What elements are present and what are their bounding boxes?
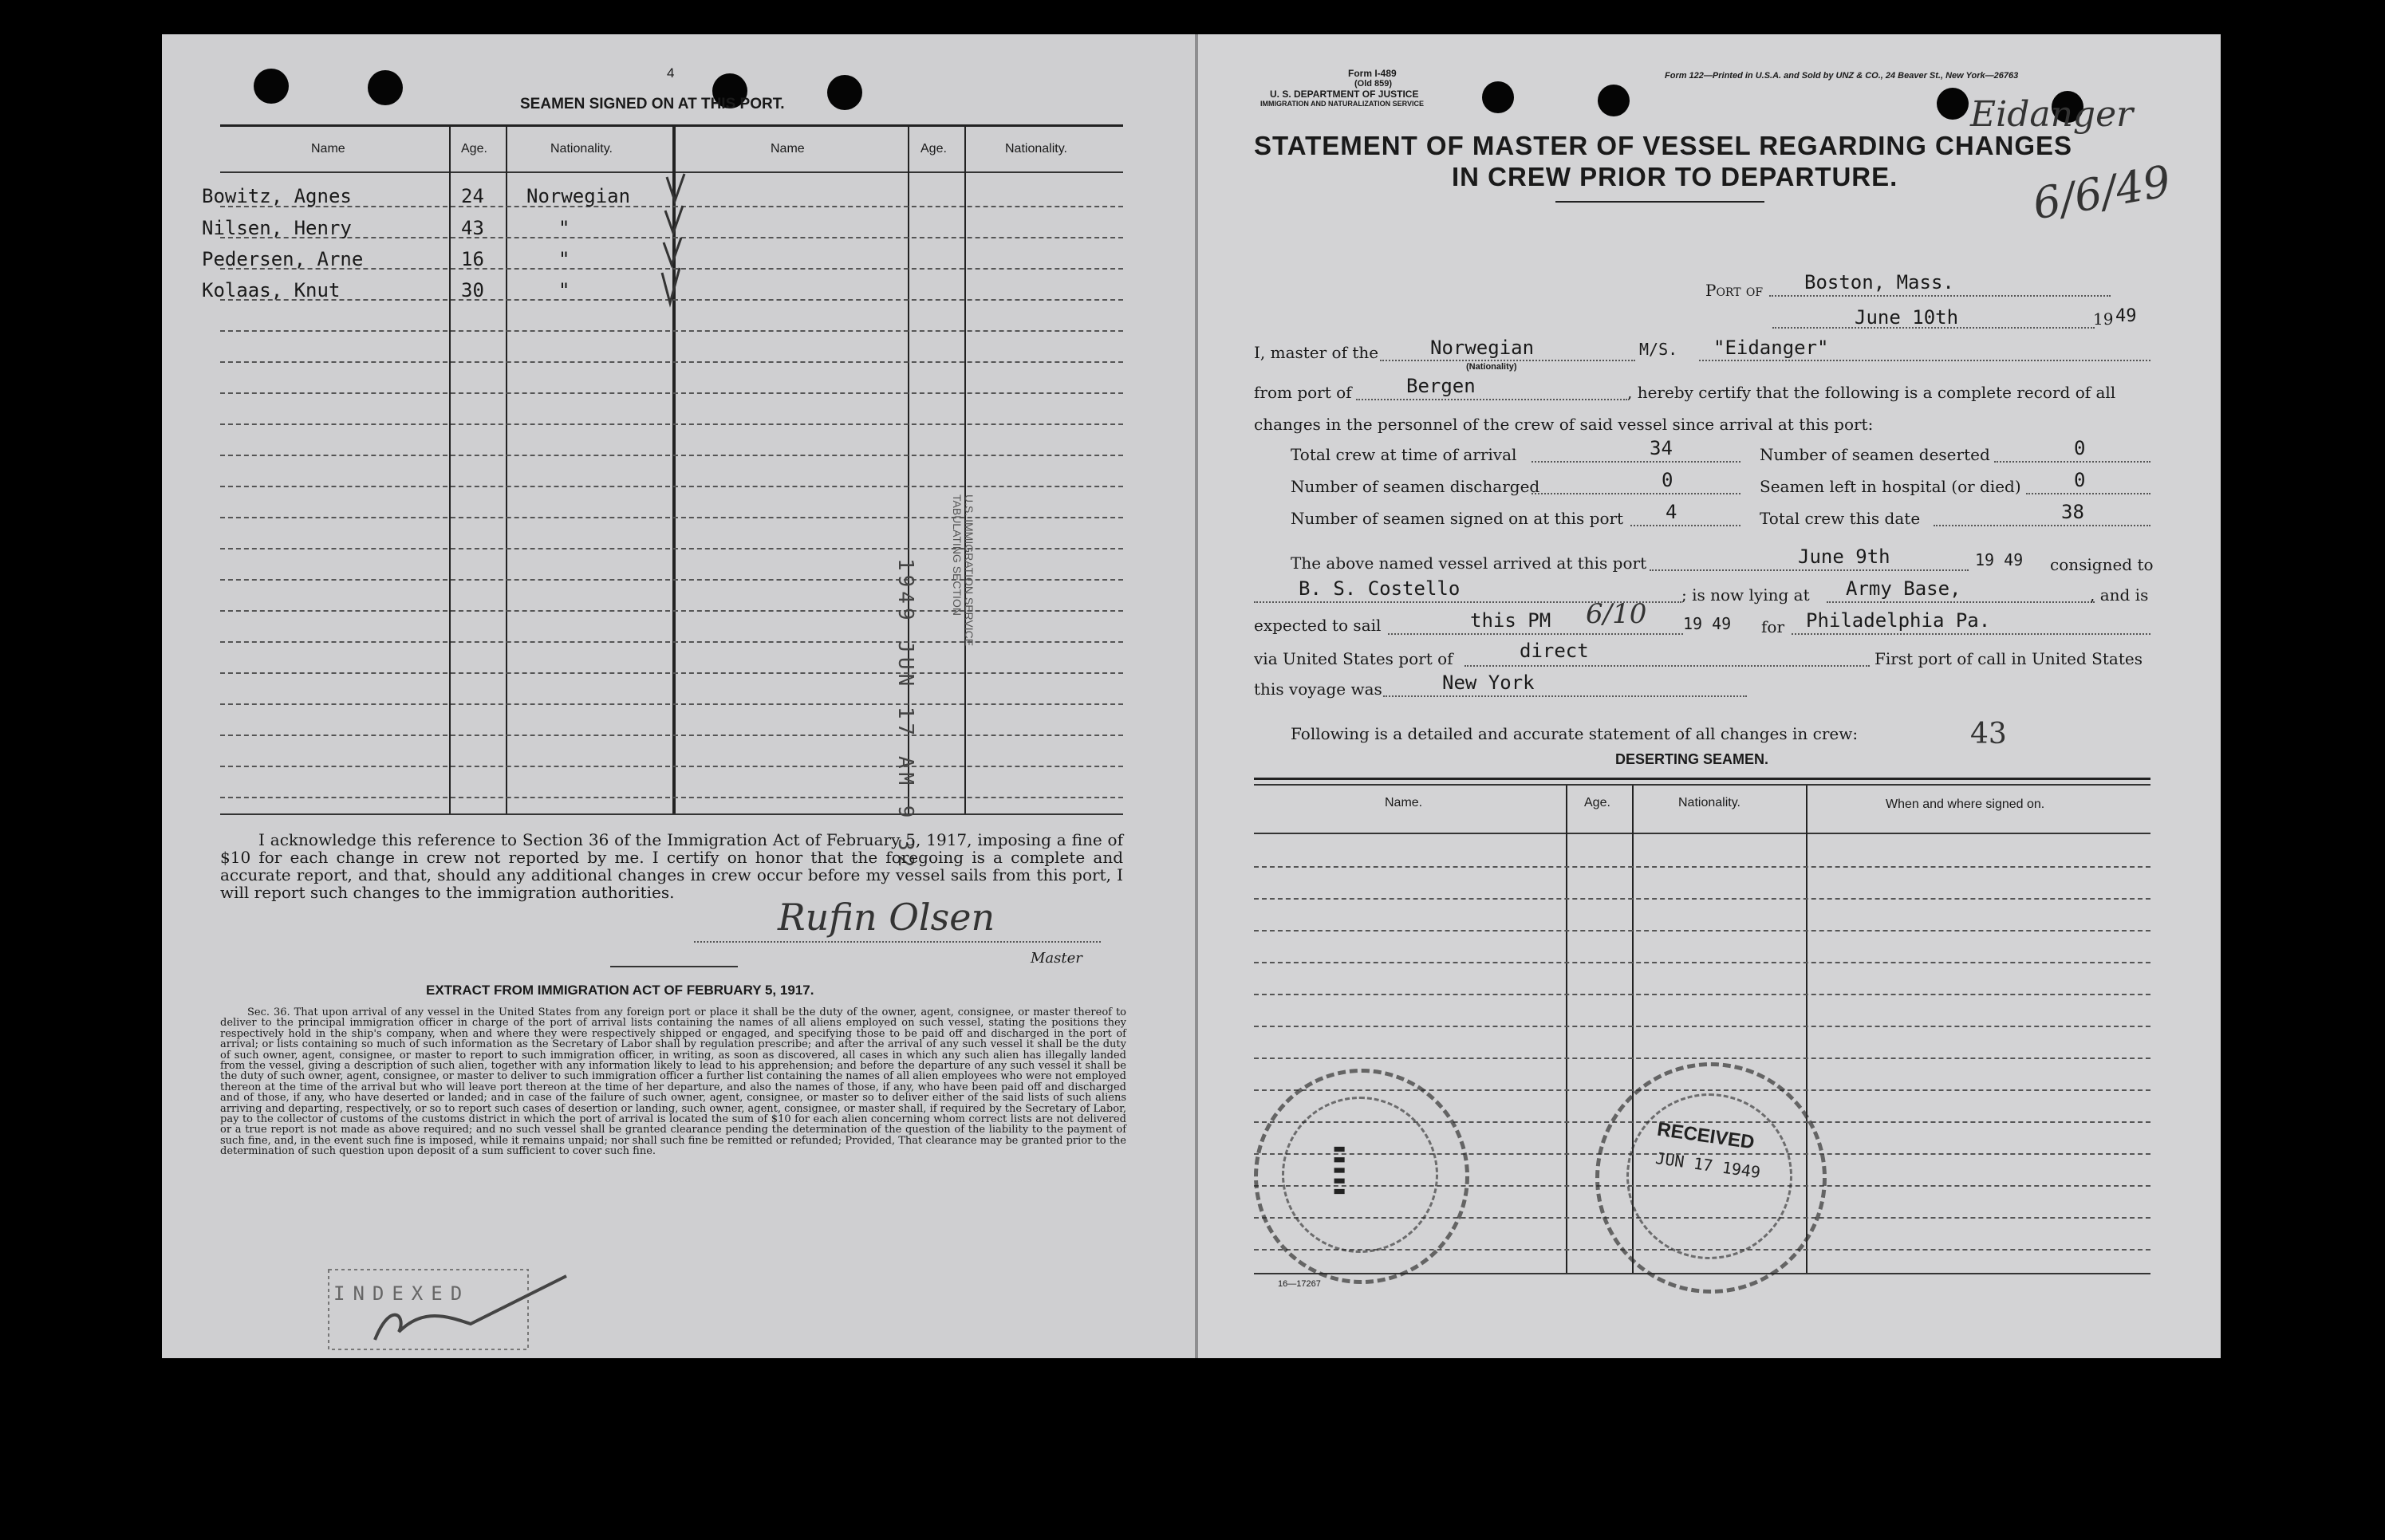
indexed-stamp: INDEXED xyxy=(333,1282,471,1305)
deserted-value: 0 xyxy=(2074,437,2086,459)
date-stamp: 1949 JUN 17 AM 9 32 xyxy=(893,558,917,872)
fill-line xyxy=(1934,525,2150,526)
consigned-label: consigned to xyxy=(2050,555,2154,574)
seaman-age: 30 xyxy=(461,279,484,301)
total-date-value: 38 xyxy=(2061,501,2084,523)
expected-label: expected to sail xyxy=(1254,616,1382,635)
master-of-label: I, master of the xyxy=(1254,343,1379,362)
year-prefix: 19 xyxy=(2093,309,2114,329)
seaman-name: Kolaas, Knut xyxy=(202,279,341,301)
col-age-header: Age. xyxy=(1584,796,1610,809)
fill-line xyxy=(1388,633,1683,635)
fill-line xyxy=(1630,525,1740,526)
seaman-name: Pedersen, Arne xyxy=(202,248,364,270)
port-label: Port of xyxy=(1705,281,1764,300)
nationality-caption: (Nationality) xyxy=(1466,362,1517,372)
certify-text: , hereby certify that the following is a complete record of all xyxy=(1627,383,2116,402)
table-header-rule xyxy=(1254,833,2150,834)
seaman-name: Bowitz, Agnes xyxy=(202,185,352,207)
column-divider xyxy=(1566,786,1567,1273)
fill-line xyxy=(1383,695,1747,697)
nationality-value: Norwegian xyxy=(1430,337,1535,359)
voyage-label: this voyage was xyxy=(1254,679,1382,699)
col-signed-on-header: When and where signed on. xyxy=(1886,798,2045,811)
page-number: 4 xyxy=(667,65,675,81)
via-port: direct xyxy=(1520,640,1589,662)
form-old: (Old 859) xyxy=(1354,79,1393,89)
date-value: June 10th xyxy=(1855,306,1959,329)
arrived-year: 19 49 xyxy=(1975,550,2024,569)
fill-line xyxy=(1699,360,2150,361)
seamen-signed-on-header: SEAMEN SIGNED ON AT THIS PORT. xyxy=(520,96,785,112)
column-divider xyxy=(964,126,966,813)
port-value: Boston, Mass. xyxy=(1804,271,1954,293)
hospital-label: Seamen left in hospital (or died) xyxy=(1760,477,2021,496)
seaman-name: Nilsen, Henry xyxy=(202,217,352,239)
form-title: STATEMENT OF MASTER OF VESSEL REGARDING CHANGES xyxy=(1254,131,2073,160)
crew-count-hand: 43 xyxy=(1970,718,2007,750)
col-nationality-header: Nationality. xyxy=(1678,796,1740,809)
from-port-value: Bergen xyxy=(1406,375,1476,397)
seaman-age: 24 xyxy=(461,185,484,207)
voyage-port: New York xyxy=(1442,672,1535,694)
punch-hole xyxy=(368,70,403,105)
and-is: , and is xyxy=(2090,585,2149,605)
table-top-rule xyxy=(1254,784,2150,786)
col-nationality-header: Nationality. xyxy=(1005,142,1067,156)
fill-line xyxy=(1792,633,2150,635)
master-label: Master xyxy=(1031,950,1082,967)
fill-line xyxy=(1650,569,1969,571)
fill-line xyxy=(1532,493,1740,494)
sail-year: 19 49 xyxy=(1683,614,1732,633)
page-fold xyxy=(1195,34,1198,1358)
table-top-rule xyxy=(1254,778,2150,780)
lying-at: Army Base, xyxy=(1846,577,1961,600)
col-name-header: Name xyxy=(771,142,805,156)
extract-text: Sec. 36. That upon arrival of any vessel in the United States from any foreign port or place it shall be the duty of the owner, agent, consignee, or master thereof to deliver to the principal immigration officer in charge of the port of arrival lists containing the names of all aliens employed on such vessel, stating the positions they respectively hold in the ship's company, when and where they were respectively shipped or engaged, and specifying those to be paid off and discharged in the port of arrival; or lists containing so much of such information as the Secretary of Labor shall by regulation prescribe; and after the arrival of any such vessel it shall be the duty of such owner, agent, consignee, or master to report to such immigration officer, in writing, as soon as discovered, all cases in which any such alien has illegally landed from the vessel, giving a description of such alien, together with any information likely to lead to his apprehension; and before the departure of any such vessel it shall be the duty of such owner, agent, consignee, or master to deliver to such immigration officer a further list containing the names of all alien employees who were not employed thereon at the time of the arrival but who will leave port thereon at the time of her departure, and also the names of those, if any, who have been paid off and discharged and of those, if any, who have deserted or landed; and in case of the failure of such owner, agent, consignee, or master so to deliver either of the said lists of such aliens arriving and departing, respectively, or so to report such cases of desertion or landing, such owner, agent, consignee, or master shall, if required by the Secretary of Labor, pay to the collector of customs of the customs district in which the port of arrival is located the sum of $10 for each alien concerning whom correct lists are not delivered or a true report is not made as above required; and no such vessel shall be granted clearance pending the determination of the question of the liability to the payment of such fine, and, in the event such fine is imposed, while it remains unpaid; nor shall such fine be remitted or refunded; Provided, That clearance may be granted prior to the determination of such question upon deposit of a sum sufficient to cover such fine. xyxy=(220,1006,1126,1158)
vessel-type: M/S. xyxy=(1639,340,1678,359)
fill-line xyxy=(1356,399,1627,400)
department: U. S. DEPARTMENT OF JUSTICE xyxy=(1270,89,1419,100)
col-nationality-header: Nationality. xyxy=(550,142,613,156)
discharged-label: Number of seamen discharged xyxy=(1291,477,1540,496)
fill-line xyxy=(1769,295,2111,297)
check-marks xyxy=(643,169,691,313)
seaman-nationality: " xyxy=(558,217,570,239)
total-arrival-value: 34 xyxy=(1650,437,1673,459)
column-divider xyxy=(449,126,451,813)
lying-label: ; is now lying at xyxy=(1681,585,1810,605)
arrived-date: June 9th xyxy=(1798,545,1890,568)
punch-hole xyxy=(1937,88,1969,120)
fill-line xyxy=(1827,601,2095,603)
received-stamp xyxy=(1595,1062,1827,1294)
seaman-nationality: " xyxy=(558,248,570,270)
extract-title: EXTRACT FROM IMMIGRATION ACT OF FEBRUARY 5, 1917. xyxy=(426,983,814,998)
fill-line xyxy=(1994,461,2150,463)
seaman-age: 16 xyxy=(461,248,484,270)
destination: Philadelphia Pa. xyxy=(1806,609,1991,632)
col-age-header: Age. xyxy=(920,142,947,156)
circular-stamp: ▮▮▮▮▮ xyxy=(1254,1069,1469,1284)
form-title-2: IN CREW PRIOR TO DEPARTURE. xyxy=(1452,162,1898,191)
received-word: RECEIVED xyxy=(1655,1118,1756,1154)
punch-hole xyxy=(254,69,289,104)
consignee: B. S. Costello xyxy=(1299,577,1461,600)
col-age-header: Age. xyxy=(461,142,487,156)
first-port-label: First port of call in United States xyxy=(1874,649,2143,668)
year-suffix: 49 xyxy=(2115,306,2137,326)
form-code: 16—17267 xyxy=(1278,1279,1321,1289)
total-date-label: Total crew this date xyxy=(1760,509,1921,528)
following-text: Following is a detailed and accurate statement of all changes in crew: xyxy=(1291,724,1859,743)
punch-hole xyxy=(1482,81,1514,113)
sail-time: this PM xyxy=(1470,609,1551,632)
signature-line xyxy=(694,941,1101,943)
fill-line xyxy=(1532,461,1740,463)
deserting-header: DESERTING SEAMEN. xyxy=(1615,751,1769,767)
signed-on-label: Number of seamen signed on at this port xyxy=(1291,509,1624,528)
discharged-value: 0 xyxy=(1662,469,1673,491)
form-number: Form I-489 xyxy=(1348,68,1397,79)
from-port-label: from port of xyxy=(1254,383,1352,402)
column-divider xyxy=(506,126,507,813)
seaman-age: 43 xyxy=(461,217,484,239)
office-stamp: U.S. IMMIGRATION SERVICE TABULATING SECTION xyxy=(951,494,976,647)
punch-hole xyxy=(1598,85,1630,116)
deserted-label: Number of seamen deserted xyxy=(1760,445,1990,464)
service: IMMIGRATION AND NATURALIZATION SERVICE xyxy=(1260,100,1424,108)
sail-date-hand: 6/10 xyxy=(1586,598,1647,630)
acknowledgment-text: I acknowledge this reference to Section 36 of the Immigration Act of February 5, 1917, imposing a fine of $10 for each change in crew not reported by me. I certify on honor that the foregoing is a complete and accurate report, and that, should any additional changes in crew occur before my vessel sails from this port, I will report such changes to the immigration authorities. xyxy=(220,830,1123,902)
seaman-nationality: Norwegian xyxy=(526,185,631,207)
table-top-rule xyxy=(220,124,1123,127)
total-arrival-label: Total crew at time of arrival xyxy=(1291,445,1517,464)
col-name-header: Name xyxy=(311,142,345,156)
divider xyxy=(610,966,738,967)
annotation-date: 6/6/49 xyxy=(2028,156,2174,230)
for-label: for xyxy=(1761,617,1785,636)
title-underline xyxy=(1555,201,1764,203)
arrived-label: The above named vessel arrived at this port xyxy=(1291,553,1647,573)
printer-line: Form 122—Printed in U.S.A. and Sold by UNZ & CO., 24 Beaver St., New York—26763 xyxy=(1665,71,2019,81)
signed-on-value: 4 xyxy=(1666,501,1677,523)
annotation-name: Eidanger xyxy=(1970,94,2134,135)
hospital-value: 0 xyxy=(2074,469,2086,491)
master-signature: Rufin Olsen xyxy=(778,896,995,939)
fill-line xyxy=(1380,360,1635,361)
punch-hole xyxy=(827,75,862,110)
fill-line xyxy=(2026,493,2150,494)
changes-text: changes in the personnel of the crew of said vessel since arrival at this port: xyxy=(1254,415,1874,434)
table-bottom-rule xyxy=(220,813,1123,815)
fill-line xyxy=(1465,665,1870,667)
indexed-scribble xyxy=(327,1268,582,1356)
vessel-name: "Eidanger" xyxy=(1713,337,1829,359)
seaman-nationality: " xyxy=(558,279,570,301)
via-label: via United States port of xyxy=(1254,649,1453,668)
col-name-header: Name. xyxy=(1385,796,1423,809)
received-date: JUN 17 1949 xyxy=(1654,1148,1762,1183)
fill-line xyxy=(1772,327,2095,329)
